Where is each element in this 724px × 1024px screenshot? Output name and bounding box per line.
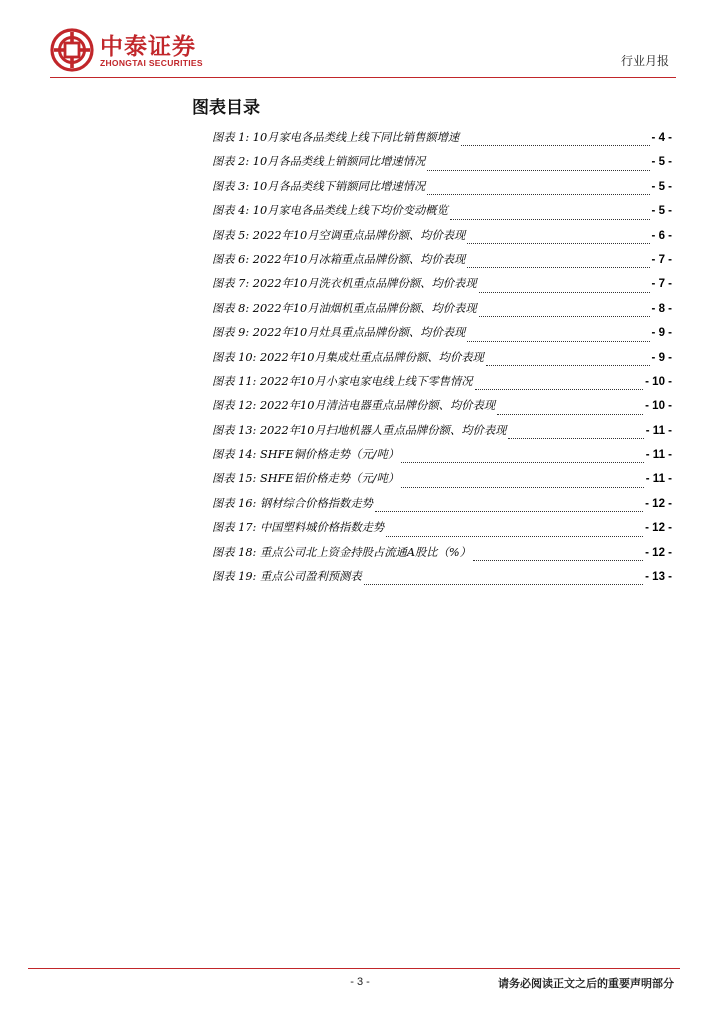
toc-dot-leader xyxy=(467,340,649,342)
toc-entry[interactable] xyxy=(212,129,672,153)
toc-dot-leader xyxy=(427,169,649,171)
toc-dot-leader xyxy=(467,242,649,244)
toc-entry-page[interactable]: - 11 - xyxy=(645,424,672,437)
toc-entry-label[interactable]: 图表 7: 2022年10月洗衣机重点品牌份额、均价表现 xyxy=(212,277,477,291)
toc-entry-page[interactable]: - 5 - xyxy=(651,180,672,193)
toc-entry-page[interactable]: - 12 - xyxy=(645,546,672,559)
toc-entry[interactable] xyxy=(212,251,672,275)
toc-dot-leader xyxy=(375,510,643,512)
toc-dot-leader xyxy=(364,583,644,585)
toc-entry-page[interactable]: - 11 - xyxy=(645,473,672,486)
toc-entry-page[interactable]: - 11 - xyxy=(645,449,672,462)
toc-dot-leader xyxy=(386,535,643,537)
toc-dot-leader xyxy=(401,486,644,488)
toc-entry-label[interactable]: 图表 19: 重点公司盈利预测表 xyxy=(212,570,362,584)
page-number: - 3 - xyxy=(350,976,370,988)
toc-entry-label[interactable]: 图表 6: 2022年10月冰箱重点品牌份额、均价表现 xyxy=(212,252,466,266)
toc-entry-label[interactable]: 图表 15: SHFE铝价格走势（元/吨） xyxy=(212,472,400,486)
toc-entry[interactable] xyxy=(212,519,672,543)
toc-entry-page[interactable]: - 10 - xyxy=(645,375,672,388)
toc-entry[interactable] xyxy=(212,227,672,251)
toc-dot-leader xyxy=(479,291,650,293)
toc-dot-leader xyxy=(508,437,643,439)
toc-entry[interactable] xyxy=(212,349,672,373)
company-logo xyxy=(50,26,220,76)
toc-entry-page[interactable]: - 5 - xyxy=(651,156,672,169)
toc-entry-page[interactable]: - 8 - xyxy=(651,302,672,315)
toc-dot-leader xyxy=(497,413,643,415)
toc-entry[interactable] xyxy=(212,275,672,299)
toc-entry[interactable] xyxy=(212,373,672,397)
toc-entry[interactable] xyxy=(212,446,672,470)
toc-entry-page[interactable]: - 9 - xyxy=(651,327,672,340)
toc-dot-leader xyxy=(473,559,643,561)
toc-entry-label[interactable]: 图表 18: 重点公司北上资金持股占流通A股比（%） xyxy=(212,545,471,559)
toc-entry[interactable] xyxy=(212,300,672,324)
toc-dot-leader xyxy=(427,193,649,195)
toc-dot-leader xyxy=(479,315,650,317)
toc-entry[interactable] xyxy=(212,422,672,446)
toc-entry[interactable] xyxy=(212,153,672,177)
logo-english-name: ZHONGTAI SECURITIES xyxy=(100,58,203,68)
logo-chinese-name: 中泰证券 xyxy=(100,34,196,60)
toc-entry-label[interactable]: 图表 11: 2022年10月小家电家电线上线下零售情况 xyxy=(212,374,473,388)
header-divider xyxy=(50,77,676,78)
toc-entry-page[interactable]: - 10 - xyxy=(645,400,672,413)
toc-entry-label[interactable]: 图表 1: 10月家电各品类线上线下同比销售额增速 xyxy=(212,131,460,144)
toc-entry-label[interactable]: 图表 10: 2022年10月集成灶重点品牌份额、均价表现 xyxy=(212,350,484,364)
zhongtai-logo-icon xyxy=(50,28,94,72)
footer-divider xyxy=(28,968,680,969)
toc-dot-leader xyxy=(486,364,650,366)
toc-entry-label[interactable]: 图表 4: 10月家电各品类线上线下均价变动概览 xyxy=(212,204,448,218)
toc-dot-leader xyxy=(461,144,649,146)
toc-entry-page[interactable]: - 12 - xyxy=(645,522,672,535)
toc-entry-label[interactable]: 图表 2: 10月各品类线上销额同比增速情况 xyxy=(212,155,426,169)
toc-entry[interactable] xyxy=(212,470,672,494)
toc-dot-leader xyxy=(467,266,649,268)
toc-title: 图表目录 xyxy=(192,98,260,118)
toc-entry-page[interactable]: - 12 - xyxy=(645,497,672,510)
report-type-label: 行业月报 xyxy=(620,54,669,68)
toc-entry-label[interactable]: 图表 5: 2022年10月空调重点品牌份额、均价表现 xyxy=(212,228,466,242)
toc-entry[interactable] xyxy=(212,568,672,592)
toc-entry[interactable] xyxy=(212,178,672,202)
toc-entry-label[interactable]: 图表 16: 钢材综合价格指数走势 xyxy=(212,496,373,510)
footer-disclaimer: 请务必阅读正文之后的重要声明部分 xyxy=(498,977,674,990)
toc-entry-label[interactable]: 图表 3: 10月各品类线下销额同比增速情况 xyxy=(212,179,426,193)
toc-entry[interactable] xyxy=(212,544,672,568)
toc-entry[interactable] xyxy=(212,324,672,348)
toc-entry-page[interactable]: - 7 - xyxy=(651,253,672,266)
toc-list xyxy=(212,129,672,592)
toc-dot-leader xyxy=(450,218,650,220)
toc-entry-page[interactable]: - 9 - xyxy=(651,351,672,364)
toc-entry[interactable] xyxy=(212,397,672,421)
toc-entry[interactable] xyxy=(212,495,672,519)
toc-dot-leader xyxy=(475,388,644,390)
toc-entry-label[interactable]: 图表 17: 中国塑料城价格指数走势 xyxy=(212,521,385,535)
page-header xyxy=(0,0,724,80)
toc-entry-page[interactable]: - 13 - xyxy=(645,571,672,584)
toc-entry-label[interactable]: 图表 13: 2022年10月扫地机器人重点品牌份额、均价表现 xyxy=(212,423,507,437)
toc-dot-leader xyxy=(401,461,644,463)
toc-entry-page[interactable]: - 4 - xyxy=(651,132,672,144)
toc-entry-page[interactable]: - 5 - xyxy=(651,205,672,218)
toc-entry-label[interactable]: 图表 12: 2022年10月清洁电器重点品牌份额、均价表现 xyxy=(212,399,496,413)
toc-entry-label[interactable]: 图表 8: 2022年10月油烟机重点品牌份额、均价表现 xyxy=(212,301,477,315)
toc-entry-page[interactable]: - 6 - xyxy=(651,229,672,242)
toc-entry[interactable] xyxy=(212,202,672,226)
toc-entry-page[interactable]: - 7 - xyxy=(651,278,672,291)
toc-entry-label[interactable]: 图表 14: SHFE铜价格走势（元/吨） xyxy=(212,448,400,462)
toc-entry-label[interactable]: 图表 9: 2022年10月灶具重点品牌份额、均价表现 xyxy=(212,326,466,340)
